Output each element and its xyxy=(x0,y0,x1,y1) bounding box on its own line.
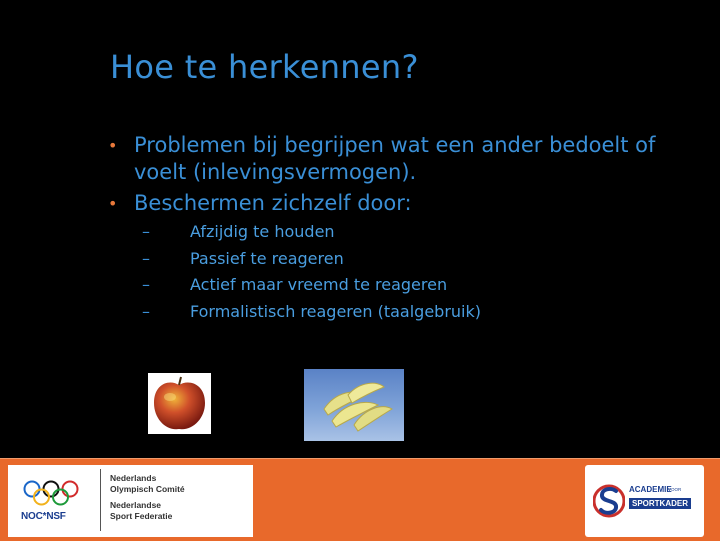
org-line: Sport Federatie xyxy=(110,511,173,521)
dash-marker: – xyxy=(142,275,150,294)
org-line: Nederlandse xyxy=(110,500,162,510)
bullet-item xyxy=(108,132,668,186)
academie-s-logo-icon xyxy=(593,475,625,527)
org-name-federation xyxy=(110,500,172,522)
sportkader-label: SPORTKADER xyxy=(629,498,691,509)
noc-nsf-logo-panel xyxy=(8,465,253,537)
sub-item xyxy=(134,246,668,273)
dash-marker: – xyxy=(142,301,150,321)
org-line: Nederlands xyxy=(110,473,157,483)
dash-marker: – xyxy=(142,248,150,268)
apple-icon xyxy=(148,373,211,434)
bullet-marker: • xyxy=(108,194,118,213)
slide-title: Hoe te herkennen? xyxy=(110,48,419,86)
divider xyxy=(100,469,101,531)
noc-nsf-label: NOC*NSF xyxy=(21,511,66,522)
bullet-text: Beschermen zichzelf door: xyxy=(134,191,412,215)
footer-bar xyxy=(0,458,720,541)
sub-item-text: Actief maar vreemd te reageren xyxy=(190,275,448,294)
sub-item-text: Passief te reageren xyxy=(190,248,344,268)
sub-item xyxy=(134,299,668,326)
bullet-text: Problemen bij begrijpen wat een ander bedoelt of voelt (inlevingsvermogen). xyxy=(134,133,656,184)
academie-label: ACADEMIE xyxy=(629,485,672,494)
sub-item-text: Afzijdig te houden xyxy=(190,222,335,241)
dash-marker: – xyxy=(142,222,150,241)
org-line: Olympisch Comité xyxy=(110,484,185,494)
sub-list xyxy=(134,219,668,325)
apple-slices-icon xyxy=(304,369,404,441)
academie-sportkader-logo-panel xyxy=(585,465,704,537)
sub-item-text: Formalistisch reageren (taalgebruik) xyxy=(190,301,481,321)
voor-label: VOOR xyxy=(668,487,682,492)
bullet-list xyxy=(108,132,668,329)
sub-item xyxy=(134,272,668,299)
bullet-item xyxy=(108,190,668,325)
olympic-rings-icon xyxy=(22,479,80,507)
org-name-committee xyxy=(110,473,185,495)
bullet-marker: • xyxy=(108,136,118,155)
sub-item xyxy=(134,219,668,246)
